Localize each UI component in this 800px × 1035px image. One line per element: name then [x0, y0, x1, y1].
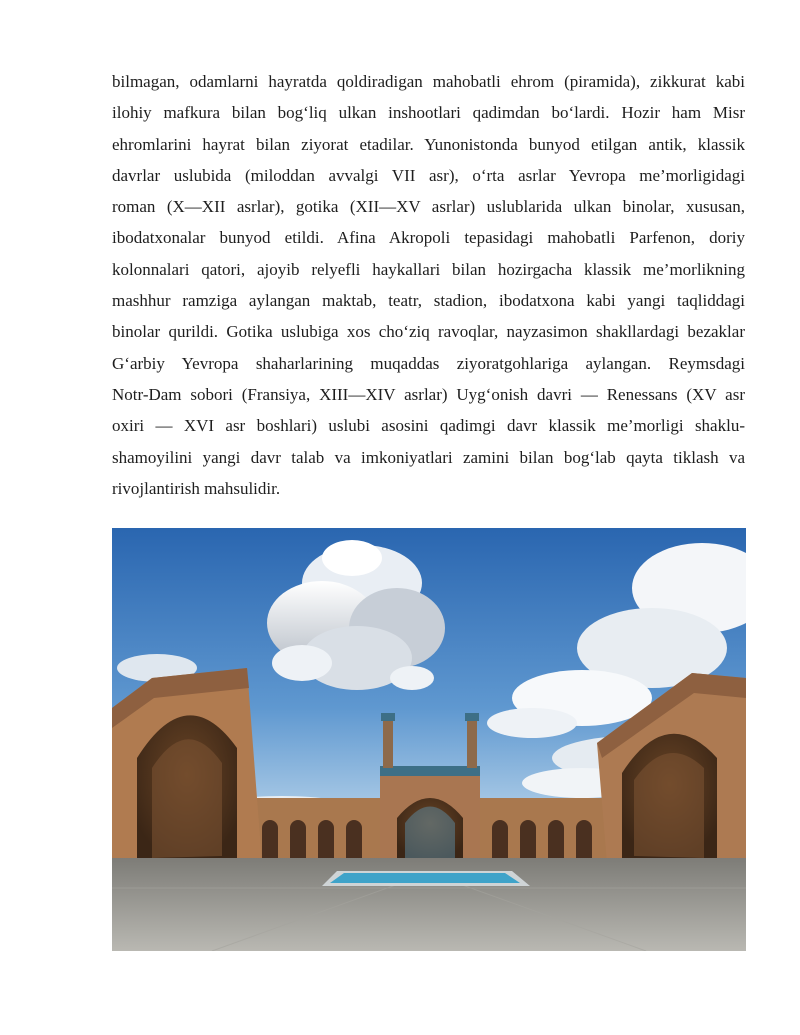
- paragraph-line: bilmagan, odamlarni hayratda qoldiradigan mahobatli ehrom (piramida), zikkurat kabi: [112, 72, 745, 91]
- paragraph-line: kolonnalari qatori, ajoyib relyefli haykallari bilan hozirgacha klassik me’morlikning: [112, 259, 745, 279]
- ablution-pool: [322, 871, 530, 886]
- paragraph-line: ehromlarini hayrat bilan ziyorat etadilar. Yunonistonda bunyod etilgan antik, klassik: [112, 134, 745, 154]
- paragraph-line: binolar qurildi. Gotika uslubiga xos cho‘ziq ravoqlar, nayzasimon shakllardagi bezaklar: [112, 322, 745, 342]
- central-iwan: [380, 766, 480, 861]
- paragraph-line: davrlar uslubida (miloddan avvalgi VII asr), o‘rta asrlar Yevropa me’morligidagi: [112, 165, 745, 185]
- paragraph-line: G‘arbiy Yevropa shaharlarining muqaddas ziyoratgohlariga aylangan. Reymsdagi: [112, 353, 745, 373]
- paragraph-line: shamoyilini yangi davr talab va imkoniyatlari zamini bilan bog‘lab qayta tiklash va: [112, 447, 745, 467]
- paragraph-line: ibodatxonalar bunyod etildi. Afina Akropoli tepasidagi mahobatli Parfenon, doriy: [112, 228, 745, 248]
- paragraph-line: oxiri — XVI asr boshlari) uslubi asosini qadimgi davr klassik me’morligi shaklu-: [112, 416, 745, 436]
- body-paragraph: [112, 66, 745, 504]
- paragraph-line: ilohiy mafkura bilan bog‘liq ulkan inshootlari qadimdan bo‘lardi. Hozir ham Misr: [112, 103, 745, 123]
- paragraph-line: Notr-Dam sobori (Fransiya, XIII—XIV asrlar) Uyg‘onish davri — Renessans (XV asr: [112, 384, 745, 404]
- left-iwan: [112, 668, 262, 873]
- paragraph-line: mashhur ramziga aylangan maktab, teatr, stadion, ibodatxona kabi yangi taqliddagi: [112, 291, 745, 311]
- paragraph-line: rivojlantirish mahsulidir.: [112, 478, 281, 498]
- mosque-courtyard-photo: [112, 528, 746, 951]
- mosque-photo-illustration: [112, 528, 746, 951]
- paragraph-line: roman (X—XII asrlar), gotika (XII—XV asrlar) uslublarida ulkan binolar, xususan,: [112, 197, 745, 217]
